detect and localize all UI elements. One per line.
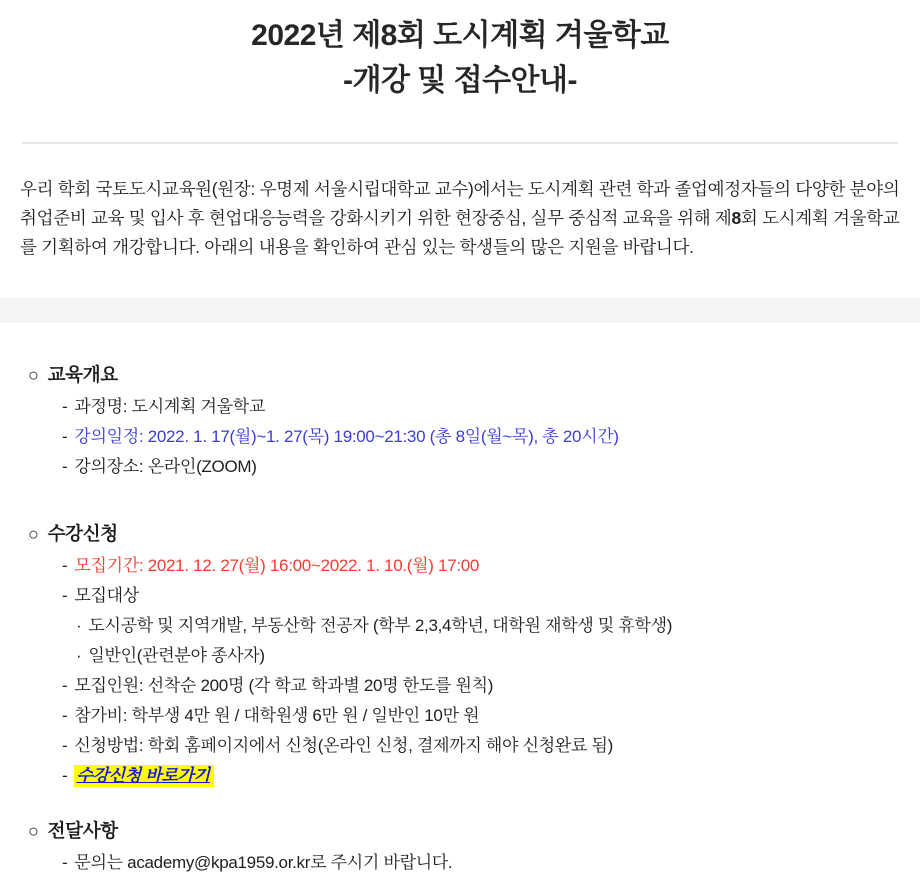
- item-marker: -: [62, 397, 68, 416]
- list-item-schedule: [20, 422, 900, 452]
- item-marker: -: [62, 676, 68, 695]
- item-text: 도시공학 및 지역개발, 부동산학 전공자 (학부 2,3,4학년, 대학원 재학생 및 휴학생): [88, 616, 673, 635]
- item-marker: -: [62, 457, 68, 476]
- list-item-capacity: [20, 671, 900, 701]
- section-heading-enrollment: [28, 522, 900, 546]
- intro-paragraph: [20, 175, 900, 262]
- item-marker: -: [62, 586, 68, 605]
- list-item-contact-email: [20, 848, 900, 878]
- item-text: 참가비: 학부생 4만 원 / 대학원생 6만 원 / 일반인 10만 원: [74, 706, 480, 725]
- page-title: 2022년 제8회 도시계획 겨울학교: [251, 19, 669, 52]
- content-sections: [0, 363, 920, 878]
- item-text-contact: 문의는 academy@kpa1959.or.kr로 주시기 바랍니다.: [74, 853, 453, 872]
- section-separator-band: [0, 298, 920, 323]
- subitem-marker: ·: [76, 646, 82, 665]
- section-heading-notes: [28, 819, 900, 843]
- subitem-marker: ·: [76, 616, 82, 635]
- list-subitem-majors: [20, 611, 900, 641]
- header-divider: [22, 142, 898, 144]
- enrollment-item-list: [20, 551, 900, 791]
- page-header: [0, 0, 920, 103]
- page-subtitle: -개강 및 접수안내-: [342, 64, 577, 97]
- intro-bold-number: 8: [731, 208, 741, 228]
- section-heading-label: 교육개요: [47, 364, 118, 385]
- list-item-apply-link: [20, 761, 900, 791]
- item-marker: -: [62, 427, 68, 446]
- circle-bullet-icon: ○: [28, 821, 39, 841]
- section-course-overview: [20, 363, 900, 482]
- intro-text-start: 우리 학회 국토도시교육원(원장: 우명제 서울시립대학교 교수)에서는 도시계획 관련 학과 졸업예정자들의 다양한 분야의 취업준비 교육 및 입사 후 현업대응능력을 강화시키기 위한 현장중심, 실무 중심적 교육을 위해 제: [20, 179, 900, 228]
- item-marker: -: [62, 766, 68, 785]
- section-heading-label: 전달사항: [47, 820, 118, 841]
- item-marker: -: [62, 736, 68, 755]
- item-text: 과정명: 도시계획 겨울학교: [74, 397, 265, 416]
- list-item-recruit-period: [20, 551, 900, 581]
- list-item-location: [20, 452, 900, 482]
- section-enrollment: [20, 522, 900, 791]
- item-marker: -: [62, 556, 68, 575]
- item-text: 모집대상: [74, 586, 139, 605]
- item-text: 강의장소: 온라인(ZOOM): [74, 457, 257, 476]
- list-item-course-name: [20, 392, 900, 422]
- overview-item-list: [20, 392, 900, 482]
- section-notes: [20, 819, 900, 878]
- list-subitem-general: [20, 641, 900, 671]
- list-item-how-to-apply: [20, 731, 900, 761]
- item-marker: -: [62, 853, 68, 872]
- item-text-recruit-period: 모집기간: 2021. 12. 27(월) 16:00~2022. 1. 10.(월) 17:00: [74, 556, 480, 575]
- apply-shortcut-link[interactable]: 수강신청 바로가기: [74, 765, 213, 787]
- notes-item-list: [20, 848, 900, 878]
- circle-bullet-icon: ○: [28, 365, 39, 385]
- section-heading-label: 수강신청: [47, 523, 118, 544]
- item-text: 신청방법: 학회 홈페이지에서 신청(온라인 신청, 결제까지 해야 신청완료 됨): [74, 736, 613, 755]
- intro-text-end: 회 도시계획 겨울학교를 기획하여 개강합니다. 아래의 내용을 확인하여 관심 있는 학생들의 많은 지원을 바랍니다.: [20, 208, 900, 257]
- circle-bullet-icon: ○: [28, 524, 39, 544]
- item-text: 모집인원: 선착순 200명 (각 학교 학과별 20명 한도를 원칙): [74, 676, 494, 695]
- list-item-recruit-target: [20, 581, 900, 611]
- item-marker: -: [62, 706, 68, 725]
- item-text: 일반인(관련분야 종사자): [88, 646, 265, 665]
- list-item-fee: [20, 701, 900, 731]
- section-heading-overview: [28, 363, 900, 387]
- item-text-schedule: 강의일정: 2022. 1. 17(월)~1. 27(목) 19:00~21:30 (총 8일(월~목), 총 20시간): [74, 427, 619, 446]
